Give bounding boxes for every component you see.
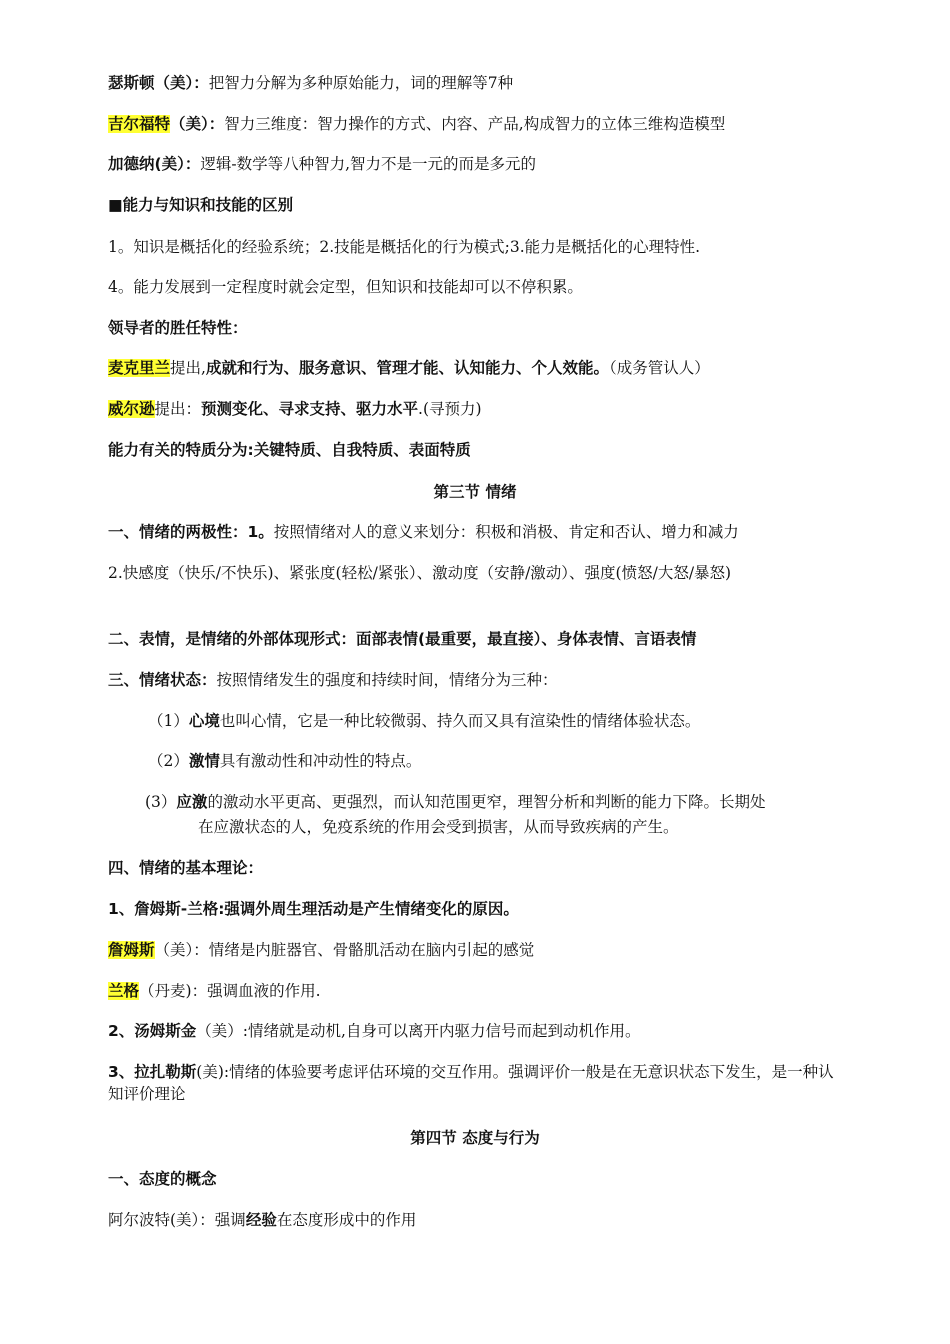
line-lange: [108, 980, 321, 1002]
line-mcclelland: [108, 357, 710, 379]
highlighted-term: 威尔逊: [108, 400, 155, 418]
term: 三、情绪状态：: [108, 671, 217, 689]
text: （美）:情绪就是动机,自身可以离开内驱力信号而起到动机作用。: [196, 1022, 641, 1040]
line-gardner: [108, 153, 536, 175]
term: 心境: [188, 712, 220, 730]
text: 提出,: [170, 359, 206, 377]
text: 在态度形成中的作用: [276, 1211, 417, 1229]
text-line: 2.快感度（快乐/不快乐)、紧张度(轻松/紧张）、激动度（安静/激动）、强度(愤怒/大怒/暴怒): [108, 564, 732, 582]
text: 的激动水平更高、更强烈，而认知范围更窄，理智分析和判断的能力下降。长期处: [207, 793, 766, 811]
term: 应激: [176, 793, 208, 811]
list-item: [148, 710, 700, 732]
section-heading: 二、表情，是情绪的外部体现形式：面部表情(最重要，最直接）、身体表情、言语表情: [108, 630, 697, 648]
highlighted-term: 詹姆斯: [108, 941, 155, 959]
text: 把智力分解为多种原始能力，词的理解等7种: [208, 74, 514, 92]
line-thurstone: [108, 72, 513, 94]
chapter-heading: 第三节 情绪: [433, 483, 517, 501]
section-heading: 能力有关的特质分为:关键特质、自我特质、表面特质: [108, 441, 471, 459]
text: 提出：: [154, 400, 202, 418]
text: （丹麦)：强调血液的作用.: [139, 982, 321, 1000]
text: 阿尔波特(美）：强调: [108, 1211, 246, 1229]
text: 智力三维度：智力操作的方式、内容、产品,构成智力的立体三维构造模型: [224, 115, 726, 133]
term: 瑟斯顿（美）：: [108, 74, 209, 92]
line-guilford: [108, 113, 725, 135]
list-marker: （2）: [148, 752, 189, 770]
line-james: [108, 939, 534, 961]
term: 一、情绪的两极性：1。: [108, 523, 274, 541]
line-tomkins: [108, 1020, 640, 1042]
section-heading: ■能力与知识和技能的区别: [108, 196, 294, 214]
line-wilson: [108, 398, 482, 420]
bold-text: 预测变化、寻求支持、驱力水平: [201, 400, 419, 418]
text: （成务管认人）: [608, 359, 710, 377]
highlighted-term: 麦克里兰: [108, 359, 171, 377]
text: 也叫心情，它是一种比较微弱、持久而又具有渲染性的情绪体验状态。: [219, 712, 701, 730]
text: 按照情绪对人的意义来划分：积极和消极、肯定和否认、增力和减力: [273, 523, 739, 541]
list-marker: （1）: [148, 712, 189, 730]
section-heading: 领导者的胜任特性：: [108, 319, 248, 337]
term: 激情: [188, 752, 220, 770]
term: 2、汤姆斯金: [108, 1022, 197, 1040]
line-emotion-states: [108, 669, 558, 691]
section-heading: 一、态度的概念: [108, 1170, 217, 1188]
bold-text: 成就和行为、服务意识、管理才能、认知能力、个人效能。: [205, 359, 609, 377]
text: 逻辑-数学等八种智力,智力不是一元的而是多元的: [200, 155, 537, 173]
list-marker: (3）: [145, 793, 177, 811]
text: (美):情绪的体验要考虑评估环境的交互作用。强调评价一般是在无意识状态下发生，是一种认知评价理论: [108, 1063, 834, 1103]
list-item-continuation: 在应激状态的人，免疫系统的作用会受到损害，从而导致疾病的产生。: [198, 818, 679, 836]
highlighted-term: 吉尔福特: [108, 115, 171, 133]
term: 加德纳(美）：: [108, 155, 201, 173]
bold-text: 经验: [245, 1211, 277, 1229]
line-polarity: [108, 521, 739, 543]
section-heading: 1、詹姆斯-兰格:强调外周生理活动是产生情绪变化的原因。: [108, 900, 519, 918]
line-allport: [108, 1209, 416, 1231]
term: （美）：: [170, 115, 225, 133]
list-item: [145, 791, 765, 813]
term: 3、拉扎勒斯: [108, 1063, 197, 1081]
line-lazarus: [108, 1061, 843, 1105]
text-line: 4。能力发展到一定程度时就会定型，但知识和技能却可以不停积累。: [108, 278, 583, 296]
text: 按照情绪发生的强度和持续时间，情绪分为三种：: [216, 671, 558, 689]
text-line: 1。知识是概括化的经验系统；2.技能是概括化的行为模式;3.能力是概括化的心理特性.: [108, 238, 701, 256]
text: .(寻预力): [418, 400, 482, 418]
text: （美）：情绪是内脏器官、骨骼肌活动在脑内引起的感觉: [154, 941, 535, 959]
text: 具有激动性和冲动性的特点。: [219, 752, 422, 770]
chapter-heading: 第四节 态度与行为: [410, 1129, 540, 1147]
list-item: [148, 750, 421, 772]
highlighted-term: 兰格: [108, 982, 140, 1000]
section-heading: 四、情绪的基本理论：: [108, 859, 264, 877]
